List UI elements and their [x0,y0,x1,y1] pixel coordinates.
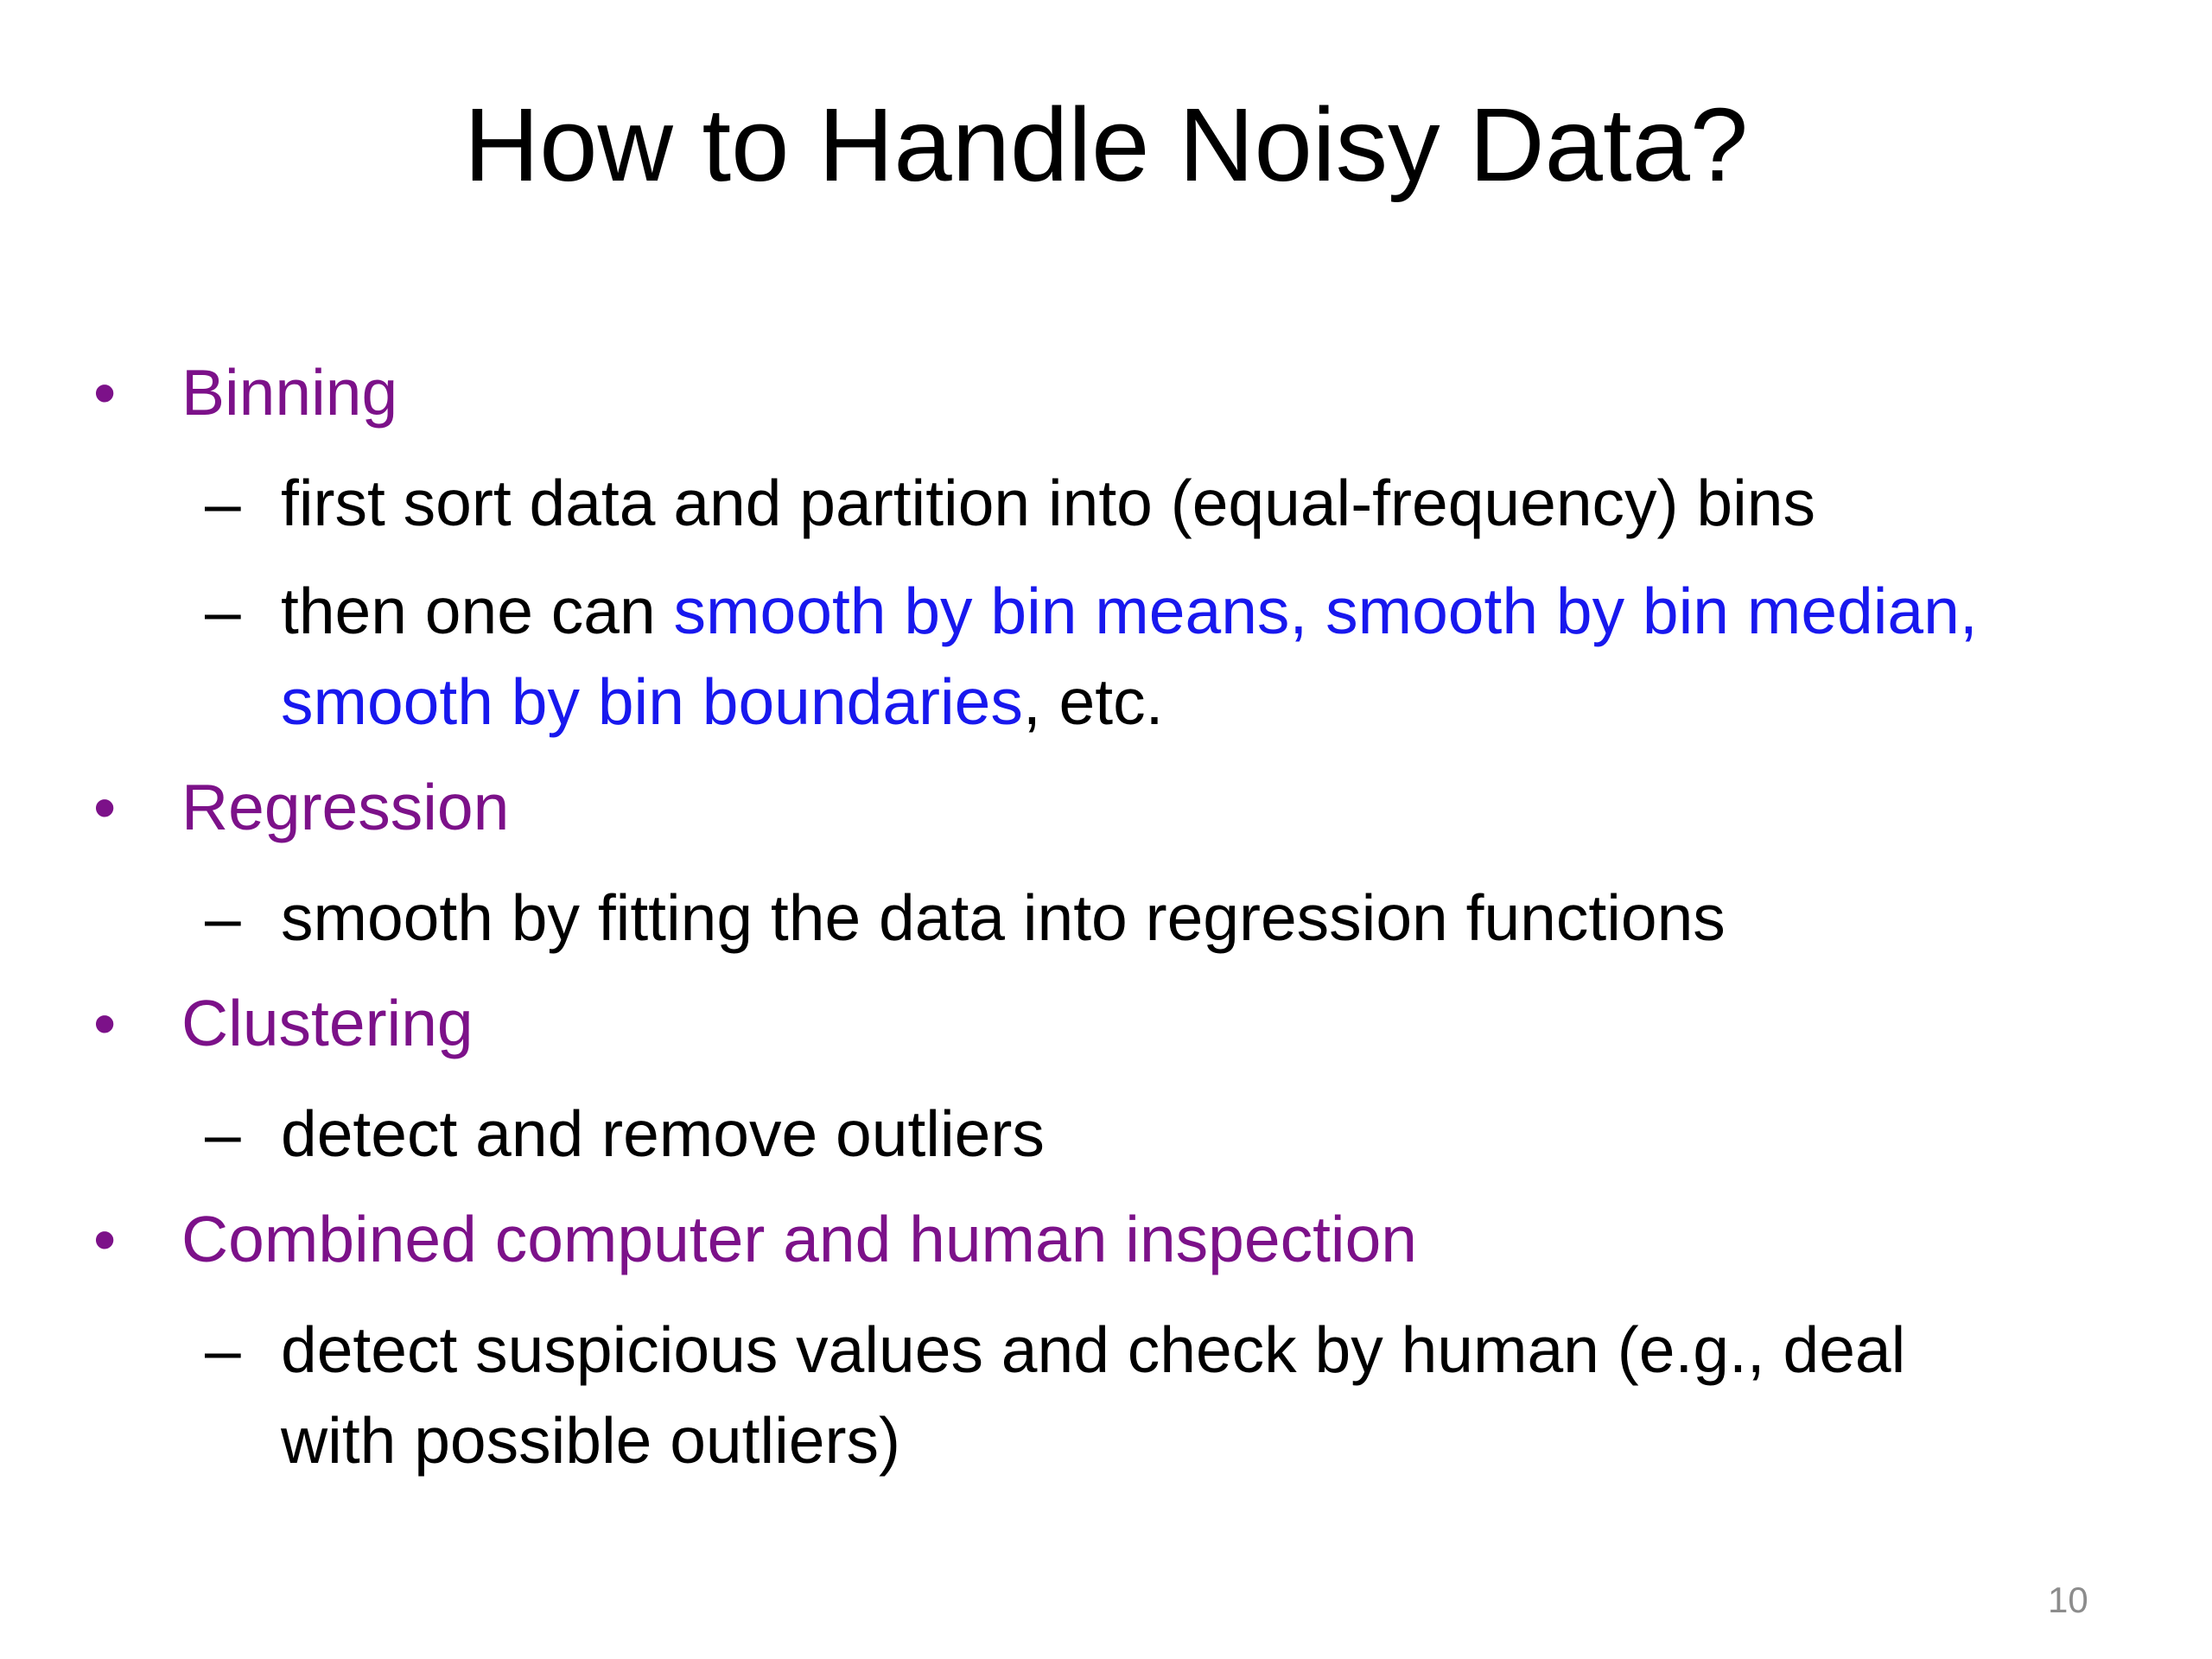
bullet-label: Binning [181,356,398,429]
sub-marker: – [205,467,241,539]
slide-title: How to Handle Noisy Data? [463,86,1749,203]
bullet-label: Combined computer and human inspection [181,1203,1418,1275]
sub-item-text: smooth by fitting the data into regression functions [281,881,1726,954]
sub-marker: – [205,1097,241,1170]
sub-item-prefix: then one can [281,575,674,647]
smooth-by-boundaries-highlight: smooth by bin boundaries [281,665,1023,738]
sub-item-line-2: with possible outliers) [281,1404,900,1477]
sub-item-suffix: , etc. [1022,665,1164,738]
sub-item-text: first sort data and partition into (equal-frequency) bins [281,467,1815,539]
bullet-marker: • [93,987,117,1059]
sub-item-line-1: detect suspicious values and check by human (e.g., deal [281,1313,1906,1386]
page-number: 10 [2048,1580,2088,1620]
sub-item-line-1 [281,566,1978,656]
bullet-marker: • [93,1203,117,1275]
bullet-marker: • [93,771,117,843]
bullet-label: Clustering [181,987,474,1059]
sub-item-text: detect and remove outliers [281,1097,1045,1170]
bullet-marker: • [93,356,117,429]
sub-marker: – [205,575,241,647]
sub-marker: – [205,1313,241,1386]
bullet-label: Regression [181,771,510,843]
smoothing-methods-highlight: smooth by bin means, smooth by bin median, [673,575,1978,647]
sub-marker: – [205,881,241,954]
sub-item-line-2 [281,657,1163,747]
